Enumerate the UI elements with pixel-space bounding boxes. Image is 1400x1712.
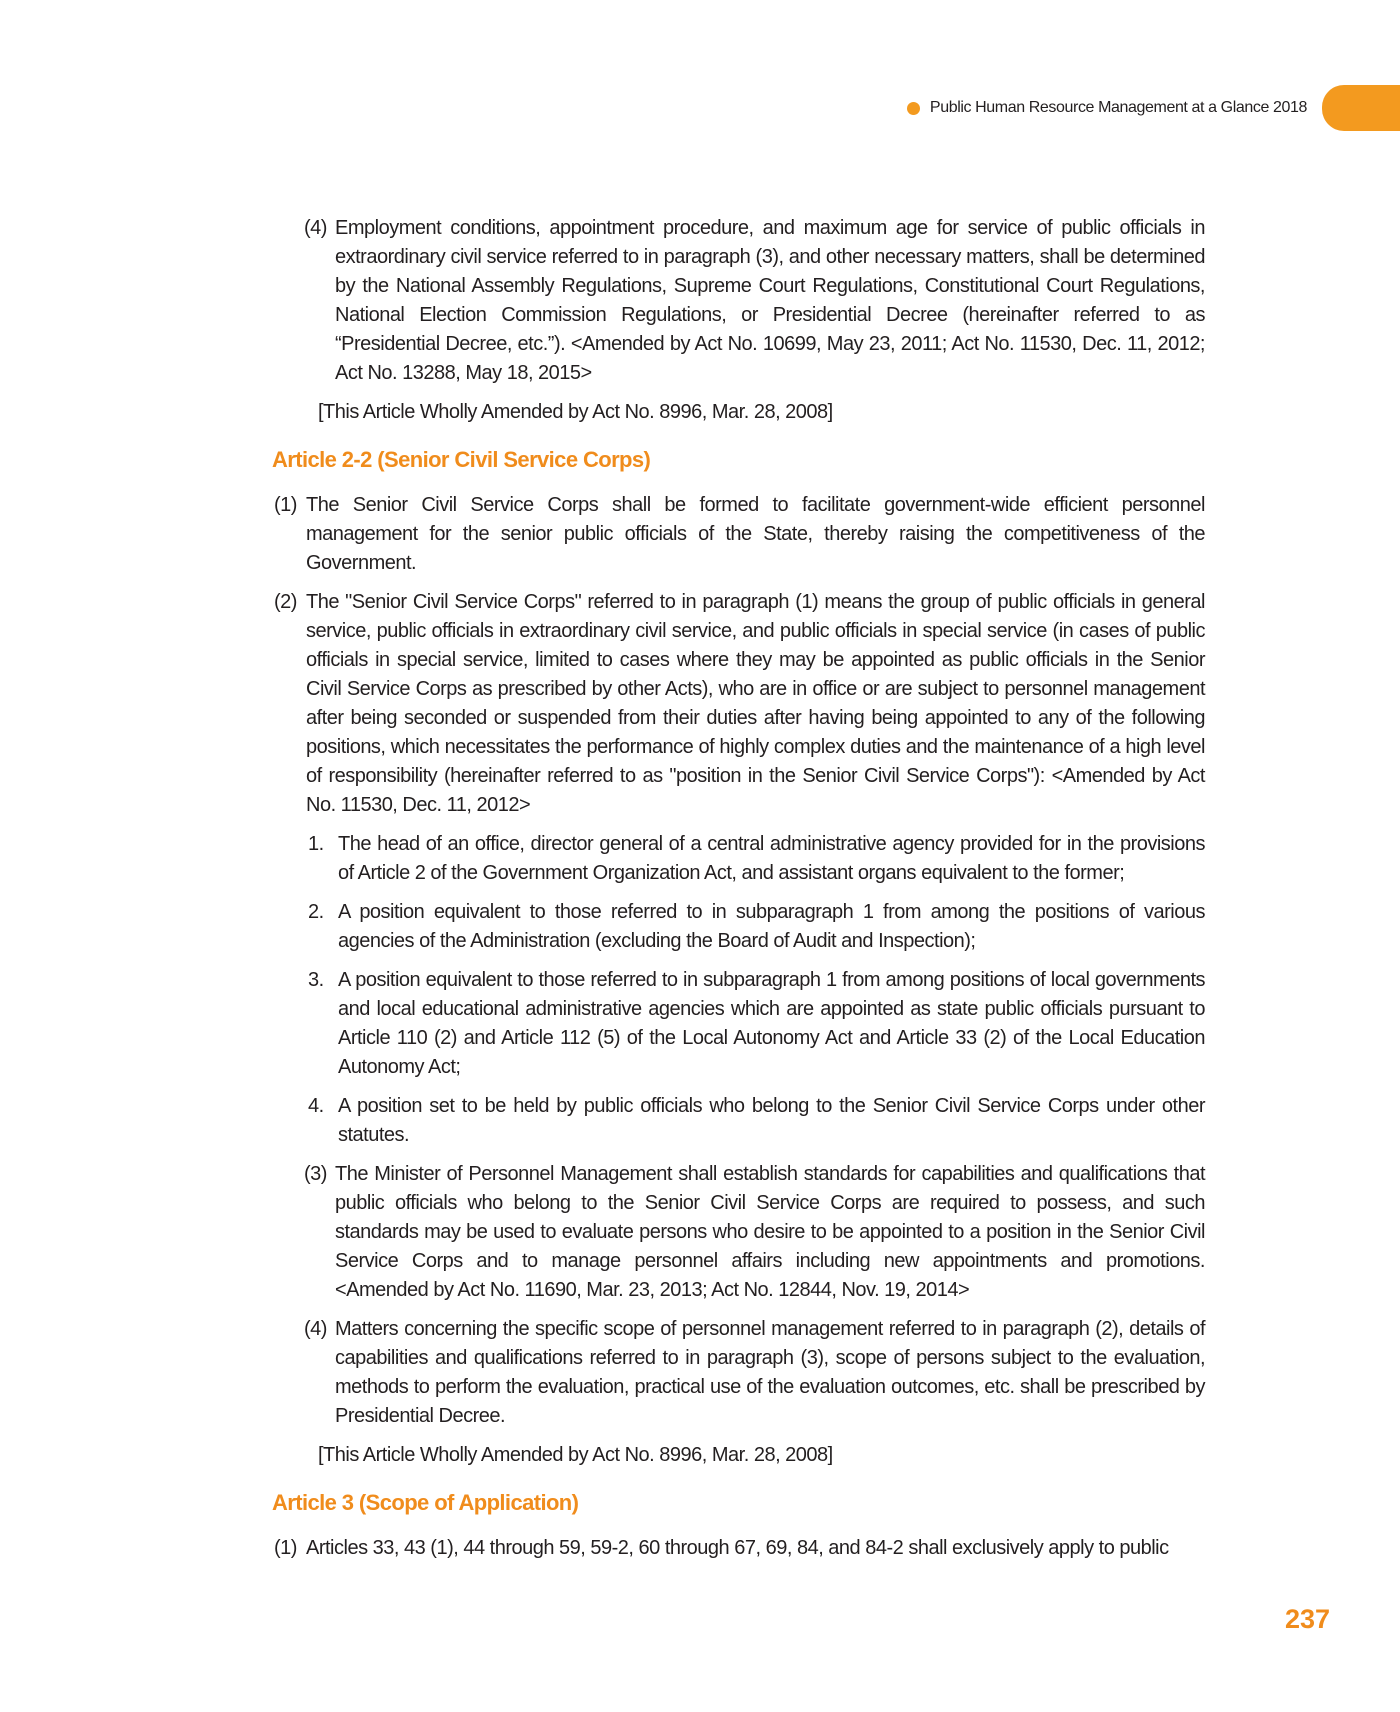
paragraph-4 xyxy=(272,1315,1205,1431)
subparagraph-4 xyxy=(272,1092,1205,1150)
article-heading-2-2: Article 2-2 (Senior Civil Service Corps) xyxy=(272,447,651,472)
paragraph-1 xyxy=(272,1534,1205,1563)
header-title: Public Human Resource Management at a Glance 2018 xyxy=(929,99,1307,116)
paragraph-text: Matters concerning the specific scope of personnel management referred to in paragraph (2), details of capabilities and qualifications referred to in paragraph (3), scope of persons subject to the evaluation, methods to perform the evaluation, practical use of the evaluation outcomes, etc. shall be prescribed by Presidential Decree. xyxy=(335,1318,1205,1427)
paragraph-number: (2) xyxy=(274,591,297,613)
page-number: 237 xyxy=(1285,1604,1331,1634)
paragraph-text: Employment conditions, appointment procedure, and maximum age for service of public officials in extraordinary civil service referred to in paragraph (3), and other necessary matters, shall be determined by the National Assembly Regulations, Supreme Court Regulations, Constitutional Court Regulations, National Election Commission Regulations, or Presidential Decree (hereinafter referred to as “Presidential Decree, etc.”). <Amended by Act No. 10699, May 23, 2011; Act No. 11530, Dec. 11, 2012; Act No. 13288, May 18, 2015> xyxy=(335,217,1205,384)
subparagraph-number: 4. xyxy=(308,1095,324,1117)
subparagraph-2 xyxy=(272,898,1205,956)
paragraph-number: (1) xyxy=(274,494,297,516)
running-header xyxy=(907,90,1400,126)
paragraph-text: Articles 33, 43 (1), 44 through 59, 59-2, 60 through 67, 69, 84, and 84-2 shall exclusively apply to public xyxy=(306,1537,1169,1559)
page-content xyxy=(272,214,1205,1573)
subparagraph-text: A position equivalent to those referred to in subparagraph 1 from among the positions of various agencies of the Administration (excluding the Board of Audit and Inspection); xyxy=(338,901,1205,952)
paragraph-2 xyxy=(272,588,1205,820)
subparagraph-number: 1. xyxy=(308,833,324,855)
header-tab-decoration xyxy=(1322,85,1400,131)
subparagraph-3 xyxy=(272,966,1205,1082)
subparagraph-number: 2. xyxy=(308,901,324,923)
subparagraph-text: A position set to be held by public officials who belong to the Senior Civil Service Corps under other statutes. xyxy=(338,1095,1205,1146)
subparagraph-1 xyxy=(272,830,1205,888)
paragraph-4-prev-article xyxy=(272,214,1205,388)
article-heading-3: Article 3 (Scope of Application) xyxy=(272,1490,579,1515)
paragraph-number: (4) xyxy=(304,217,327,239)
paragraph-number: (3) xyxy=(304,1163,327,1185)
subparagraph-text: A position equivalent to those referred to in subparagraph 1 from among positions of local governments and local educational administrative agencies which are appointed as state public officials pursuant to Article 110 (2) and Article 112 (5) of the Local Autonomy Act and Article 33 (2) of the Local Education Autonomy Act; xyxy=(338,969,1205,1078)
paragraph-1 xyxy=(272,491,1205,578)
bullet-dot-icon xyxy=(907,102,920,115)
subparagraph-text: The head of an office, director general of a central administrative agency provided for in the provisions of Article 2 of the Government Organization Act, and assistant organs equivalent to the former; xyxy=(338,833,1205,884)
paragraph-number: (4) xyxy=(304,1318,327,1340)
paragraph-text: The Senior Civil Service Corps shall be formed to facilitate government-wide efficient personnel management for the senior public officials of the State, thereby raising the competitiveness of the Government. xyxy=(306,494,1205,574)
amendment-note: [This Article Wholly Amended by Act No. 8996, Mar. 28, 2008] xyxy=(318,401,833,423)
amendment-note: [This Article Wholly Amended by Act No. 8996, Mar. 28, 2008] xyxy=(318,1444,833,1466)
paragraph-text: The Minister of Personnel Management shall establish standards for capabilities and qualifications that public officials who belong to the Senior Civil Service Corps are required to possess, and such standards may be used to evaluate persons who desire to be appointed to a position in the Senior Civil Service Corps and to manage personnel affairs including new appointments and promotions. <Amended by Act No. 11690, Mar. 23, 2013; Act No. 12844, Nov. 19, 2014> xyxy=(335,1163,1205,1301)
paragraph-number: (1) xyxy=(274,1537,297,1559)
subparagraph-number: 3. xyxy=(308,969,324,991)
paragraph-text: The "Senior Civil Service Corps" referred to in paragraph (1) means the group of public officials in general service, public officials in extraordinary civil service, and public officials in special service (in cases of public officials in special service, limited to cases where they may be appointed as public officials in the Senior Civil Service Corps as prescribed by other Acts), who are in office or are subject to personnel management after being seconded or suspended from their duties after having being appointed to any of the following positions, which necessitates the performance of highly complex duties and the maintenance of a high level of responsibility (hereinafter referred to as "position in the Senior Civil Service Corps"): <Amended by Act No. 11530, Dec. 11, 2012> xyxy=(306,591,1205,816)
paragraph-3 xyxy=(272,1160,1205,1305)
